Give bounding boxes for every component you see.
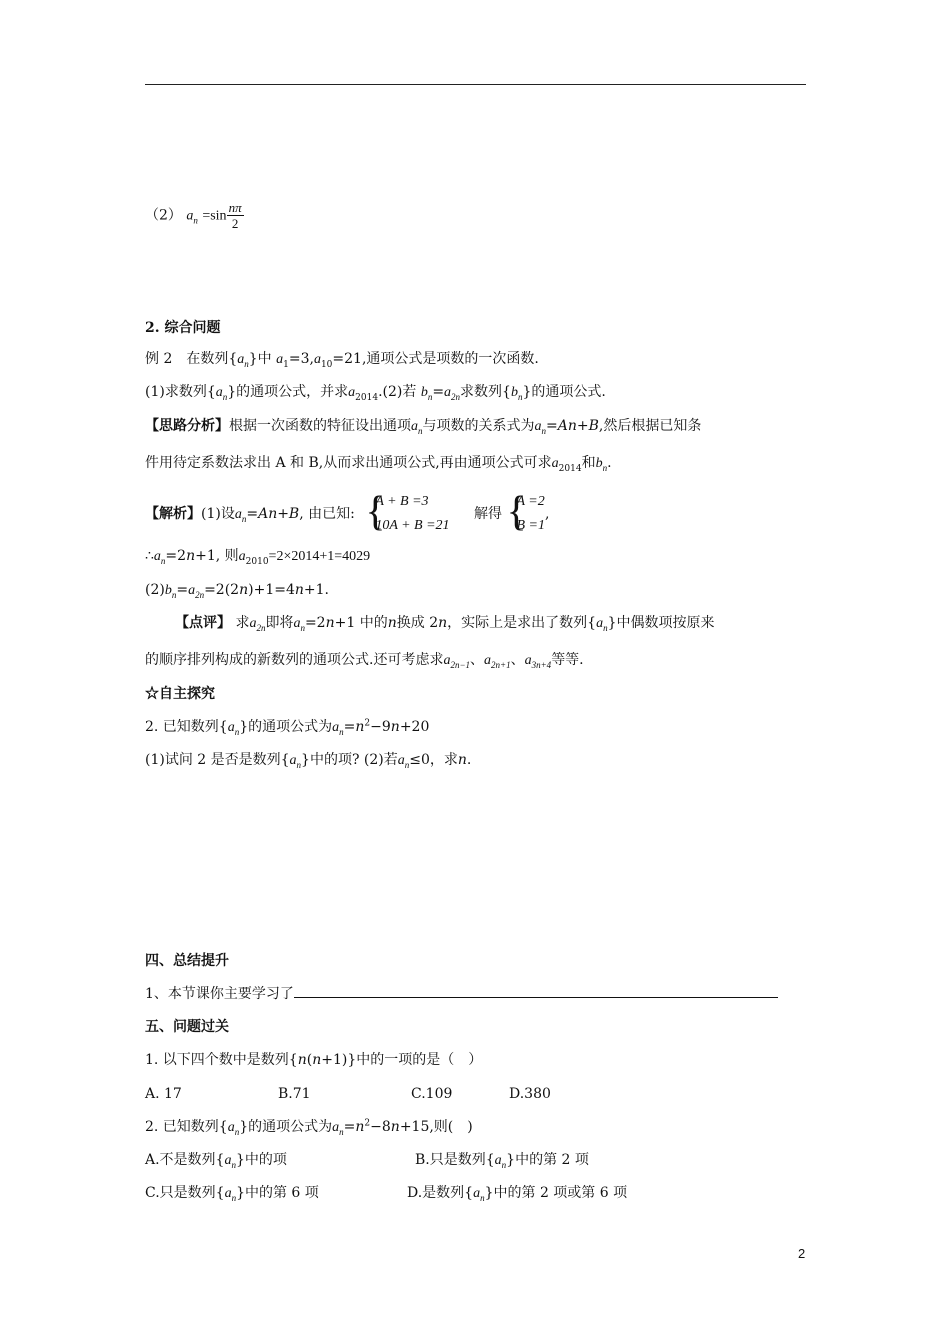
option-d[interactable]: D.380 (509, 1086, 551, 1102)
example-2-questions: (1)求数列$\{a_n\}$的通项公式，并求$a_{2014}.(2)$若 $b_n=a_{2n}$求数列$\{b_n\}$的通项公式. (145, 384, 606, 403)
comment-line-1: 【点评】 求$a_{2n}$即将$a_n=2n+1$ 中的n换成 2n，实际上是求出了数列$\{a_n\}$中偶数项按原来 (175, 615, 715, 633)
fraction: $\frac{n\pi}{2}$ (228, 200, 242, 231)
option-a[interactable]: A. 17 (145, 1086, 182, 1102)
option-b[interactable]: B.71 (278, 1086, 311, 1102)
solution-therefore: $\therefore a_n=2n+1$, 则$a_{2010}=2\times 2014+1=4029$ (145, 548, 371, 567)
analysis-line-1: 【思路分析】根据一次函数的特征设出通项$a_n$与项数的关系式为$a_n=An+B$,然后根据已知条 (145, 418, 702, 436)
explore-question-2-parts: (1)试问 2 是否是数列$\{a_n\}$中的项? (2)若$a_n\le 0$，求n. (145, 752, 472, 770)
equation-system: { A + B =3 10A + B =21 (365, 490, 449, 538)
solution-system: { A =2 B =1 (506, 490, 545, 538)
option-b[interactable]: B.只是数列$\{a_n\}$中的第 2 项 (415, 1152, 589, 1170)
pass-question-1: 1. 以下四个数中是数列{n(n+1)}中的一项的是（ ） (145, 1052, 483, 1068)
summary-heading: 四、总结提升 (145, 953, 229, 969)
pass-question-2-options-cd (145, 1182, 627, 1205)
section-heading-comprehensive: 2. 综合问题 (145, 320, 221, 336)
page-number: 2 (798, 1246, 806, 1261)
pass-question-1-options (145, 1083, 551, 1105)
option-c[interactable]: C.109 (411, 1086, 453, 1102)
analysis-line-2: 件用待定系数法求出 A 和 B,从而求出通项公式,再由通项公式可求$a_{2014}$和$b_n$. (145, 455, 612, 474)
solution-part-2: $(2)b_n=a_{2n}=2(2n)+1=4n+1$. (145, 582, 329, 600)
pass-question-2: 2. 已知数列$\{a_n\}$的通项公式为$a_n=n^2-8n+15$,则( ) (145, 1118, 473, 1137)
comment-line-2: 的顺序排列构成的新数列的通项公式.还可考虑求$a_{2n-1}$、$a_{2n+1}$、$a_{3n+4}$等等. (145, 652, 584, 670)
summary-question-1: 1、本节课你主要学习了 (145, 983, 778, 1005)
self-explore-heading: ☆自主探究 (145, 686, 215, 702)
pass-question-2-options-ab (145, 1149, 589, 1172)
explore-question-2: 2. 已知数列$\{a_n\}$的通项公式为$a_n=n^2-9n+20$ (145, 718, 430, 737)
option-d[interactable]: D.是数列$\{a_n\}$中的第 2 项或第 6 项 (407, 1185, 628, 1203)
question-2-formula: （2） $a_n =\sin$ $\frac{n\pi}{2}$ (145, 200, 242, 231)
solution-line-1: 【解析】(1)设$a_n=An+B$, 由已知: { A + B =3 10A + B =21 解得 { A =2 B =1 , (145, 486, 549, 542)
pass-heading: 五、问题过关 (145, 1019, 229, 1035)
header-rule (145, 84, 806, 85)
answer-blank[interactable] (294, 983, 778, 998)
example-2-statement: 例 2 在数列$\{a_n\}$中 $a_1=3,a_{10}=21$,通项公式是项数的一次函数. (145, 351, 539, 370)
option-a[interactable]: A.不是数列$\{a_n\}$中的项 (145, 1152, 287, 1170)
option-c[interactable]: C.只是数列$\{a_n\}$中的第 6 项 (145, 1185, 319, 1203)
